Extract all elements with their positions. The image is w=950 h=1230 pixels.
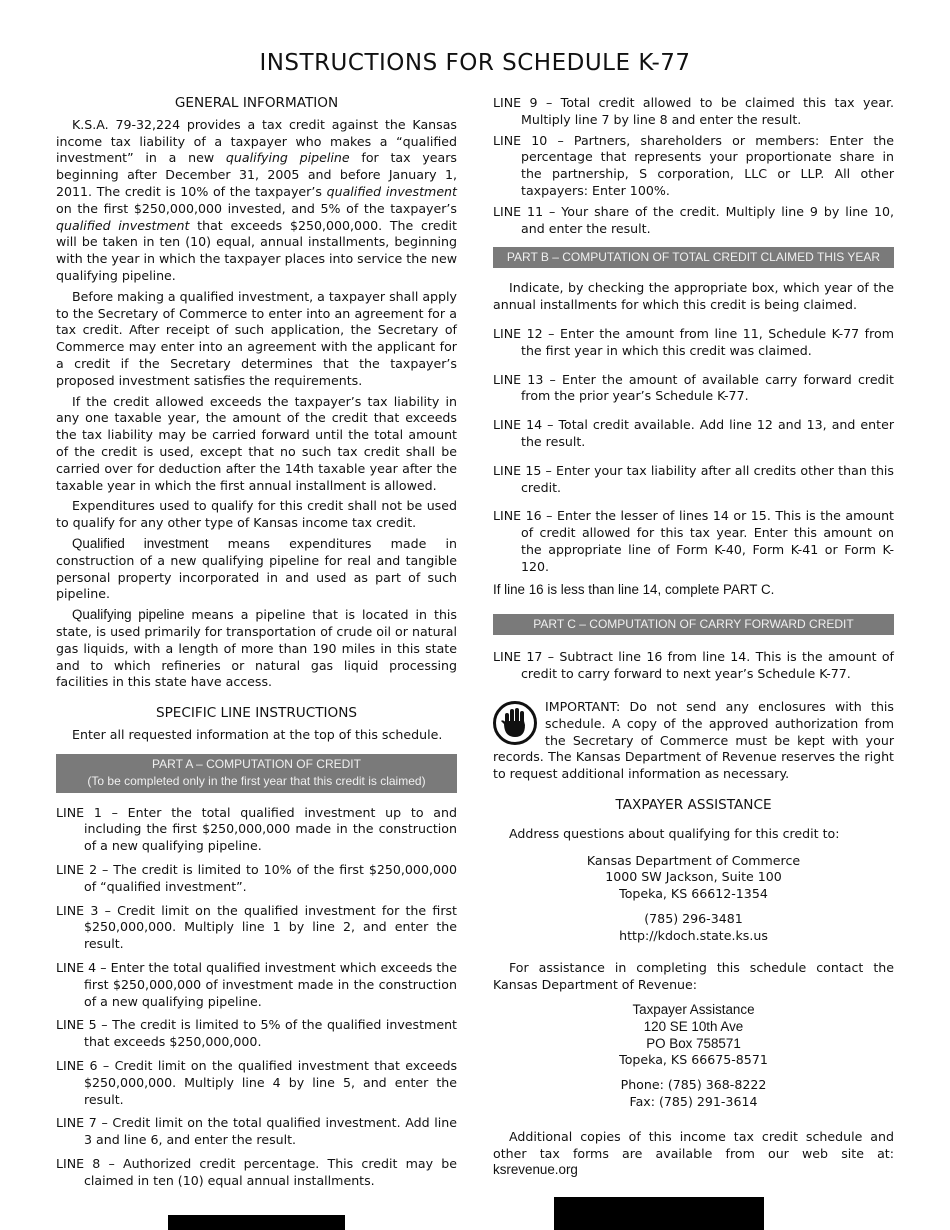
part-a-header — [56, 754, 457, 793]
footer-bar-left — [168, 1215, 345, 1230]
line-16-instruction: LINE 16 – Enter the lesser of lines 14 or 15. This is the amount of credit allowed for this tax year. Enter this amount on the appropriate line of Form K-40, Form K-41 or Form K-120. — [493, 508, 894, 574]
general-information-heading: GENERAL INFORMATION — [174, 95, 339, 111]
general-paragraph-2: Before making a qualified investment, a taxpayer shall apply to the Secretary of Commerce to enter into an agreement for a tax credit. After receipt of such application, the Secretary of Commerce may enter into an agreement with the applicant for a credit if the Secretary determines that the taxpayer’s proposed investment satisfies the requirements. — [56, 288, 457, 388]
part-c-header: PART C – COMPUTATION OF CARRY FORWARD CREDIT — [493, 614, 894, 635]
assistance-intro: Address questions about qualifying for this credit to: — [509, 825, 840, 841]
stop-hand-icon — [493, 701, 537, 745]
line-17-instruction: LINE 17 – Subtract line 16 from line 14. This is the amount of credit to carry forward to next year’s Schedule K-77. — [493, 649, 894, 682]
line-4-instruction: LINE 4 – Enter the total qualified investment which exceeds the first $250,000,000 of investment made in the construction of a new qualifying pipeline. — [56, 960, 457, 1009]
revenue-fax: Fax: (785) 291-3614 — [629, 1094, 758, 1110]
ksrevenue-link[interactable]: ksrevenue.org — [493, 1162, 578, 1178]
line-8-instruction: LINE 8 – Authorized credit percentage. This credit may be claimed in ten (10) equal annual installments. — [56, 1156, 457, 1188]
commerce-phone: (785) 296-3481 — [644, 910, 743, 926]
line-9-instruction: LINE 9 – Total credit allowed to be claimed this tax year. Multiply line 7 by line 8 and enter the result. — [493, 95, 894, 127]
line-14-instruction: LINE 14 – Total credit available. Add line 12 and 13, and enter the result. — [493, 417, 894, 449]
part-b-header: PART B – COMPUTATION OF TOTAL CREDIT CLAIMED THIS YEAR — [493, 247, 894, 268]
revenue-contact — [493, 1077, 894, 1111]
line-3-instruction: LINE 3 – Credit limit on the qualified investment for the first $250,000,000. Multiply line 1 by line 2, and enter the result. — [56, 902, 457, 952]
commerce-address: Kansas Department of Commerce 1000 SW Jackson, Suite 100 Topeka, KS 66612-1354 — [586, 852, 801, 902]
line-15-instruction: LINE 15 – Enter your tax liability after all credits other than this credit. — [493, 462, 894, 495]
line-6-instruction: LINE 6 – Credit limit on the qualified investment that exceeds $250,000,000. Multiply line 4 by line 5, and enter the result. — [56, 1058, 457, 1107]
revenue-address: Taxpayer Assistance 120 SE 10th Ave PO Box 758571 Topeka, KS 66675-8571 — [619, 1002, 768, 1068]
line-7-instruction: LINE 7 – Credit limit on the total qualified investment. Add line 3 and line 6, and enter the result. — [56, 1115, 457, 1148]
revenue-intro: For assistance in completing this schedule contact the Kansas Department of Revenue: — [493, 960, 894, 993]
qualified-investment-definition: Qualified investment means expenditures made in construction of a new qualifying pipeline for real and tangible personal property incorporated in and used as part of such pipeline. — [56, 535, 457, 602]
taxpayer-assistance-heading: TAXPAYER ASSISTANCE — [615, 796, 772, 813]
left-column — [56, 95, 457, 1197]
line-13-instruction: LINE 13 – Enter the amount of available carry forward credit from the prior year’s Schedule K-77. — [493, 371, 894, 404]
line-12-instruction: LINE 12 – Enter the amount from line 11, Schedule K-77 from the first year in which this credit was claimed. — [493, 325, 894, 358]
part-a-title: PART A – COMPUTATION OF CREDIT — [152, 756, 361, 771]
part-b-intro: Indicate, by checking the appropriate box, which year of the annual installments for which this credit is being claimed. — [493, 280, 894, 313]
specific-line-instructions-heading: SPECIFIC LINE INSTRUCTIONS — [155, 705, 358, 722]
footer-bar-right — [554, 1197, 764, 1230]
commerce-contact — [493, 911, 894, 945]
line-5-instruction: LINE 5 – The credit is limited to 5% of the qualified investment that exceeds $250,000,000. — [56, 1017, 457, 1050]
qualifying-pipeline-definition: Qualifying pipeline means a pipeline that is located in this state, is used primarily for transportation of crude oil or natural gas liquids, with a length of more than 190 miles in this state and to which refineries or natural gas liquid processing facilities in this state have access. — [56, 607, 457, 690]
commerce-website-link[interactable]: http://kdoch.state.ks.us — [619, 927, 768, 943]
line-11-instruction: LINE 11 – Your share of the credit. Multiply line 9 by line 10, and enter the result. — [493, 203, 894, 236]
important-notice: IMPORTANT: Do not send any enclosures with this schedule. A copy of the approved authorization from the Secretary of Commerce must be kept with your records. The Kansas Department of Revenue reserves the right to request additional information as necessary. — [493, 698, 894, 782]
closing-paragraph: Additional copies of this income tax credit schedule and other tax forms are available from our web site at: ksrevenue.org — [493, 1128, 894, 1178]
page-title: INSTRUCTIONS FOR SCHEDULE K-77 — [259, 50, 691, 76]
part-a-subtitle: (To be completed only in the first year that this credit is claimed) — [87, 773, 426, 788]
general-paragraph-3: If the credit allowed exceeds the taxpayer’s tax liability in any one taxable year, the amount of the credit that exceeds the tax liability may be carried forward until the total amount of the credit is used, except that no such tax credit shall be carried over for deduction after the 14th taxable year after the taxable year in which the first annual installment is allowed. — [56, 393, 457, 493]
line-2-instruction: LINE 2 – The credit is limited to 10% of the first $250,000,000 of “qualified investment”. — [56, 862, 457, 894]
general-paragraph-4: Expenditures used to qualify for this credit shall not be used to qualify for any other type of Kansas income tax credit. — [56, 498, 457, 531]
part-c-note: If line 16 is less than line 14, complete PART C. — [493, 581, 775, 597]
right-column — [493, 95, 894, 1183]
general-paragraph-1: K.S.A. 79-32,224 provides a tax credit against the Kansas income tax liability of a taxpayer who makes a “qualified investment” in a new qualifying pipeline for tax years beginning after December 31, 2005 and before January 1, 2011. The credit is 10% of the taxpayer’s qualified investment on the first $250,000,000 invested, and 5% of the taxpayer’s qualified investment that exceeds $250,000,000. The credit will be taken in ten (10) equal, annual installments, beginning with the year in which the taxpayer places into service the new qualifying pipeline. — [56, 116, 457, 283]
line-1-instruction: LINE 1 – Enter the total qualified investment up to and including the first $250,000,000 made in the construction of a new qualifying pipeline. — [56, 804, 457, 854]
line-10-instruction: LINE 10 – Partners, shareholders or members: Enter the percentage that represents your proportionate share in the partnership, S corporation, LLC or LLP. All other taxpayers: Enter 100%. — [493, 132, 894, 198]
specific-intro: Enter all requested information at the top of this schedule. — [72, 726, 443, 742]
revenue-phone: Phone: (785) 368-8222 — [620, 1077, 767, 1093]
